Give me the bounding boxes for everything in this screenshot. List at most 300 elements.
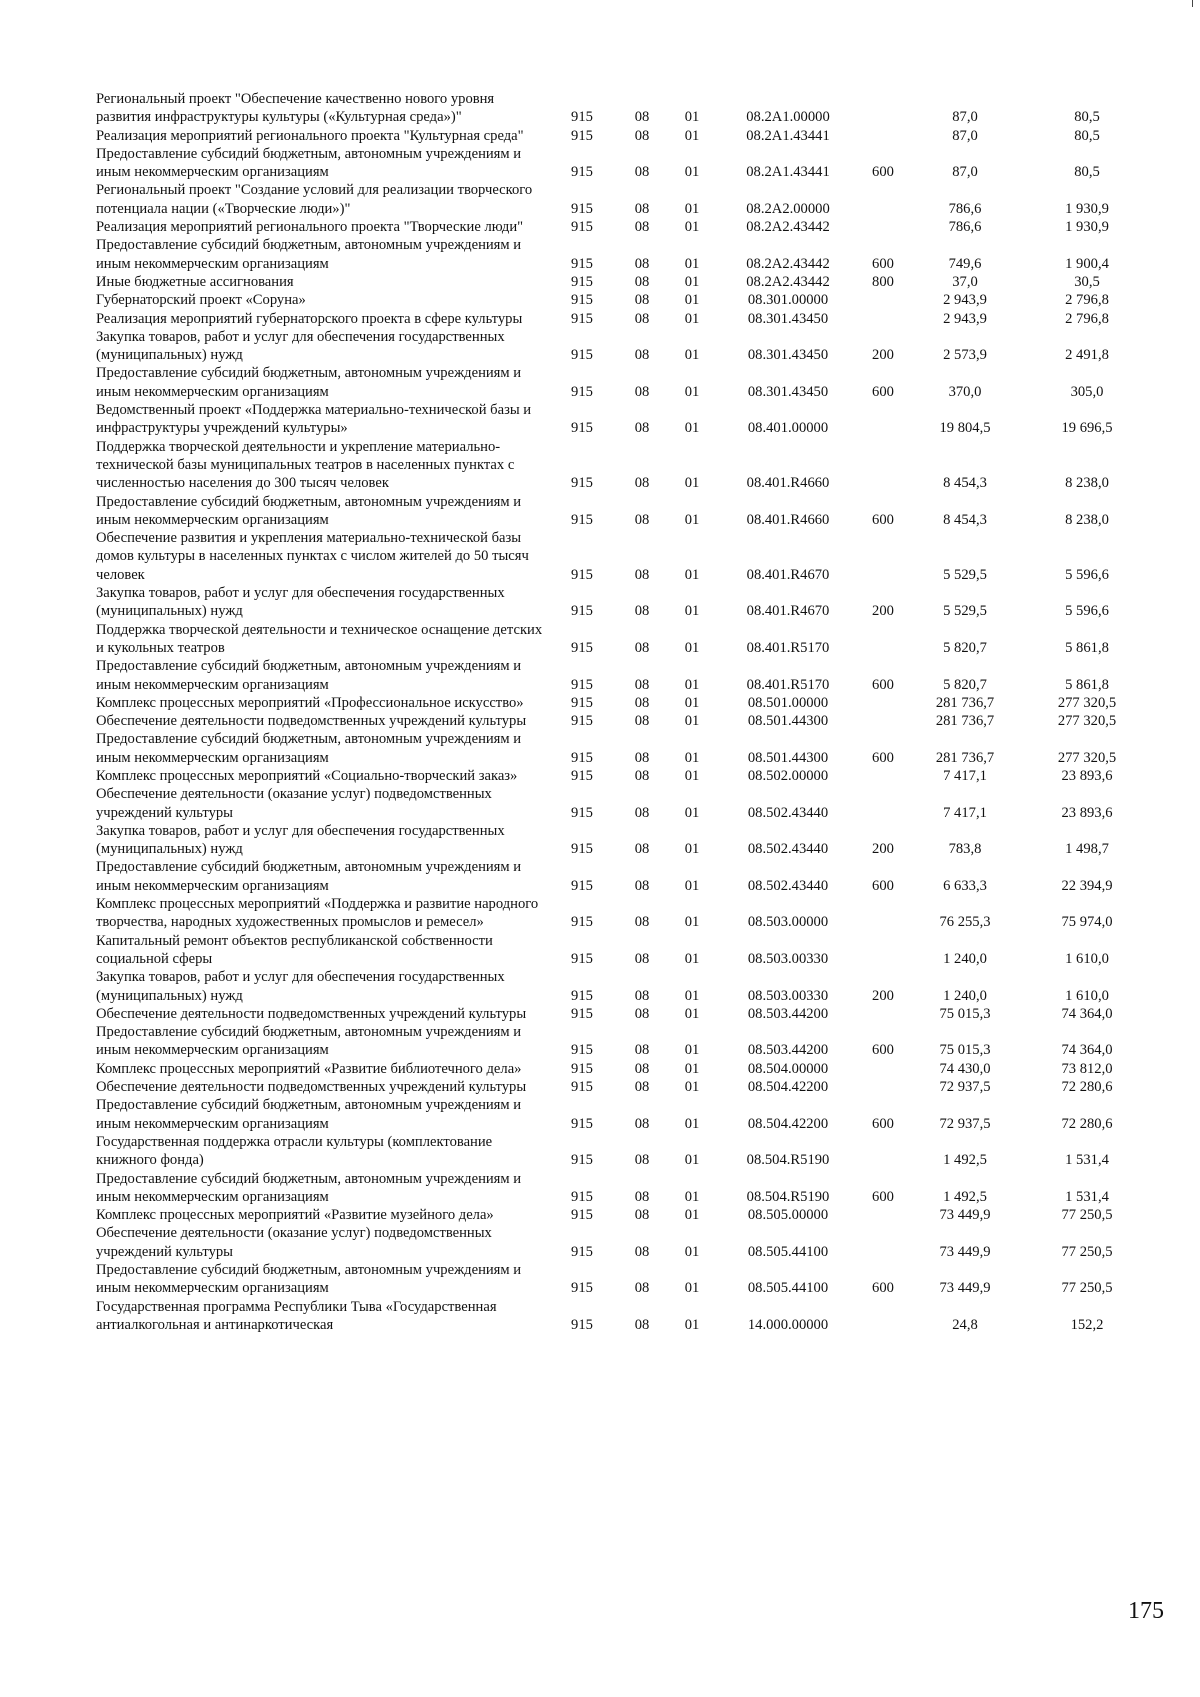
expense-type-code: 600 <box>872 1115 894 1132</box>
amount-year-2: 77 250,5 <box>1061 1207 1113 1224</box>
chief-administrator-code: 915 <box>571 987 593 1004</box>
subsection-code: 01 <box>684 200 700 217</box>
amount-year-2: 8 238,0 <box>1065 475 1109 492</box>
row-description: Комплекс процессных мероприятий «Развитие библиотечного дела» <box>96 1060 522 1077</box>
table-row <box>96 236 1148 273</box>
row-description: Обеспечение деятельности (оказание услуг) подведомственных учреждений культуры <box>96 1225 492 1260</box>
amount-year-2: 5 861,8 <box>1065 639 1109 656</box>
amount-year-1: 2 943,9 <box>943 310 987 327</box>
chief-administrator-code: 915 <box>571 639 593 656</box>
subsection-code: 01 <box>684 383 700 400</box>
section-code: 08 <box>634 1079 650 1096</box>
expense-type-code <box>862 90 904 127</box>
chief-administrator-code: 915 <box>571 1152 593 1169</box>
chief-administrator-code: 915 <box>571 713 593 730</box>
target-article-code: 08.301.43450 <box>747 310 829 327</box>
target-article-code: 08.502.43440 <box>747 804 829 821</box>
target-article-code: 08.503.00000 <box>747 914 829 931</box>
table-row <box>96 310 1148 328</box>
subsection-code: 01 <box>684 694 700 711</box>
target-article-code: 08.401.R4660 <box>746 511 830 528</box>
chief-administrator-code: 915 <box>571 566 593 583</box>
expense-type-code <box>862 401 904 438</box>
row-description: Предоставление субсидий бюджетным, автономным учреждениям и иным некоммерческим организациям <box>96 365 522 400</box>
row-description: Комплекс процессных мероприятий «Социально-творческий заказ» <box>96 767 518 784</box>
amount-year-1: 73 449,9 <box>939 1243 991 1260</box>
subsection-code: 01 <box>684 347 700 364</box>
subsection-code: 01 <box>684 749 700 766</box>
table-row <box>96 145 1148 182</box>
subsection-code: 01 <box>684 804 700 821</box>
row-description: Реализация мероприятий регионального проекта "Творческие люди" <box>96 219 524 236</box>
expense-type-code: 200 <box>872 603 894 620</box>
amount-year-1: 1 240,0 <box>943 987 987 1004</box>
chief-administrator-code: 915 <box>571 603 593 620</box>
amount-year-1: 1 240,0 <box>943 950 987 967</box>
chief-administrator-code: 915 <box>571 749 593 766</box>
expense-type-code <box>862 181 904 218</box>
expense-type-code <box>862 1060 904 1078</box>
amount-year-2: 305,0 <box>1070 383 1104 400</box>
row-description: Комплекс процессных мероприятий «Развитие музейного дела» <box>96 1207 494 1224</box>
chief-administrator-code: 915 <box>571 347 593 364</box>
amount-year-2: 277 320,5 <box>1057 713 1117 730</box>
amount-year-1: 72 937,5 <box>939 1079 991 1096</box>
table-row <box>96 1078 1148 1096</box>
section-code: 08 <box>634 1005 650 1022</box>
section-code: 08 <box>634 511 650 528</box>
amount-year-1: 74 430,0 <box>939 1060 991 1077</box>
subsection-code: 01 <box>684 713 700 730</box>
subsection-code: 01 <box>684 164 700 181</box>
section-code: 08 <box>634 1115 650 1132</box>
table-row <box>96 1005 1148 1023</box>
chief-administrator-code: 915 <box>571 109 593 126</box>
amount-year-1: 76 255,3 <box>939 914 991 931</box>
chief-administrator-code: 915 <box>571 1207 593 1224</box>
expense-type-code: 600 <box>872 1280 894 1297</box>
amount-year-2: 1 531,4 <box>1065 1152 1109 1169</box>
chief-administrator-code: 915 <box>571 1005 593 1022</box>
table-row <box>96 401 1148 438</box>
table-row <box>96 1170 1148 1207</box>
target-article-code: 08.301.00000 <box>747 292 829 309</box>
row-description: Реализация мероприятий губернаторского проекта в сфере культуры <box>96 310 523 327</box>
chief-administrator-code: 915 <box>571 1188 593 1205</box>
amount-year-1: 19 804,5 <box>939 420 991 437</box>
chief-administrator-code: 915 <box>571 1079 593 1096</box>
expense-type-code <box>862 694 904 712</box>
amount-year-1: 783,8 <box>948 841 982 858</box>
amount-year-2: 74 364,0 <box>1061 1005 1113 1022</box>
expense-type-code <box>862 291 904 309</box>
chief-administrator-code: 915 <box>571 310 593 327</box>
section-code: 08 <box>634 1060 650 1077</box>
table-row <box>96 493 1148 530</box>
subsection-code: 01 <box>684 914 700 931</box>
chief-administrator-code: 915 <box>571 1280 593 1297</box>
chief-administrator-code: 915 <box>571 511 593 528</box>
row-description: Обеспечение деятельности подведомственных учреждений культуры <box>96 1079 527 1096</box>
amount-year-1: 72 937,5 <box>939 1115 991 1132</box>
row-description: Региональный проект "Обеспечение качественно нового уровня развития инфраструктуры культуры («Культурная среда»)" <box>96 91 495 126</box>
expense-type-code <box>862 712 904 730</box>
section-code: 08 <box>634 219 650 236</box>
subsection-code: 01 <box>684 1243 700 1260</box>
subsection-code: 01 <box>684 1188 700 1205</box>
amount-year-2: 80,5 <box>1074 109 1100 126</box>
table-row <box>96 1206 1148 1224</box>
target-article-code: 08.505.00000 <box>747 1207 829 1224</box>
expense-type-code: 200 <box>872 987 894 1004</box>
target-article-code: 08.505.44100 <box>747 1280 829 1297</box>
subsection-code: 01 <box>684 841 700 858</box>
table-row <box>96 1224 1148 1261</box>
section-code: 08 <box>634 603 650 620</box>
target-article-code: 08.401.R4670 <box>746 603 830 620</box>
amount-year-2: 1 930,9 <box>1065 219 1109 236</box>
subsection-code: 01 <box>684 292 700 309</box>
amount-year-2: 23 893,6 <box>1061 767 1113 784</box>
section-code: 08 <box>634 200 650 217</box>
section-code: 08 <box>634 273 650 290</box>
amount-year-1: 281 736,7 <box>935 694 995 711</box>
subsection-code: 01 <box>684 987 700 1004</box>
subsection-code: 01 <box>684 1207 700 1224</box>
expense-type-code <box>862 1078 904 1096</box>
row-description: Государственная программа Республики Тыва «Государственная антиалкогольная и антинаркотическая <box>96 1298 497 1333</box>
amount-year-2: 5 861,8 <box>1065 676 1109 693</box>
chief-administrator-code: 915 <box>571 292 593 309</box>
target-article-code: 08.501.00000 <box>747 694 829 711</box>
row-description: Предоставление субсидий бюджетным, автономным учреждениям и иным некоммерческим организациям <box>96 859 522 894</box>
row-description: Предоставление субсидий бюджетным, автономным учреждениям и иным некоммерческим организациям <box>96 1170 522 1205</box>
section-code: 08 <box>634 383 650 400</box>
expense-type-code <box>862 785 904 822</box>
target-article-code: 08.501.44300 <box>747 749 829 766</box>
row-description: Капитальный ремонт объектов республиканской собственности социальной сферы <box>96 932 493 967</box>
target-article-code: 08.401.R5170 <box>746 639 830 656</box>
expense-type-code <box>862 1206 904 1224</box>
target-article-code: 08.301.43450 <box>747 383 829 400</box>
amount-year-2: 30,5 <box>1074 273 1100 290</box>
chief-administrator-code: 915 <box>571 219 593 236</box>
expense-type-code <box>862 1298 904 1335</box>
section-code: 08 <box>634 109 650 126</box>
amount-year-1: 749,6 <box>948 255 982 272</box>
chief-administrator-code: 915 <box>571 841 593 858</box>
amount-year-1: 2 573,9 <box>943 347 987 364</box>
amount-year-2: 23 893,6 <box>1061 804 1113 821</box>
amount-year-2: 277 320,5 <box>1057 694 1117 711</box>
chief-administrator-code: 915 <box>571 383 593 400</box>
row-description: Губернаторский проект «Соруна» <box>96 292 306 309</box>
target-article-code: 08.504.42200 <box>747 1079 829 1096</box>
target-article-code: 08.401.00000 <box>747 420 829 437</box>
row-description: Поддержка творческой деятельности и укрепление материально-технической базы муниципальных театров в населенных пунктах с численностью населения до 300 тысяч человек <box>96 438 515 492</box>
row-description: Обеспечение развития и укрепления материально-технической базы домов культуры в населенных пунктах с числом жителей до 50 тысяч человек <box>96 530 529 583</box>
amount-year-1: 5 820,7 <box>943 639 987 656</box>
amount-year-1: 7 417,1 <box>943 804 987 821</box>
chief-administrator-code: 915 <box>571 1243 593 1260</box>
amount-year-1: 786,6 <box>948 219 982 236</box>
table-row <box>96 291 1148 309</box>
target-article-code: 08.502.00000 <box>747 767 829 784</box>
subsection-code: 01 <box>684 676 700 693</box>
expense-type-code: 600 <box>872 1042 894 1059</box>
subsection-code: 01 <box>684 877 700 894</box>
target-article-code: 08.503.00330 <box>747 987 829 1004</box>
amount-year-2: 74 364,0 <box>1061 1042 1113 1059</box>
expense-type-code <box>862 310 904 328</box>
amount-year-2: 77 250,5 <box>1061 1280 1113 1297</box>
amount-year-1: 281 736,7 <box>935 749 995 766</box>
table-row <box>96 1060 1148 1078</box>
row-description: Региональный проект "Создание условий для реализации творческого потенциала нации («Творческие люди»)" <box>96 182 533 217</box>
subsection-code: 01 <box>684 273 700 290</box>
table-row <box>96 1261 1148 1298</box>
amount-year-2: 72 280,6 <box>1061 1079 1113 1096</box>
row-description: Комплекс процессных мероприятий «Поддержка и развитие народного творчества, народных художественных промыслов и ремесел» <box>96 896 539 931</box>
table-row <box>96 90 1148 127</box>
amount-year-2: 80,5 <box>1074 127 1100 144</box>
expense-type-code: 200 <box>872 841 894 858</box>
amount-year-2: 72 280,6 <box>1061 1115 1113 1132</box>
row-description: Предоставление субсидий бюджетным, автономным учреждениям и иным некоммерческим организациям <box>96 658 522 693</box>
expense-type-code <box>862 767 904 785</box>
target-article-code: 08.504.42200 <box>747 1115 829 1132</box>
section-code: 08 <box>634 1280 650 1297</box>
expense-type-code <box>862 529 904 584</box>
amount-year-2: 22 394,9 <box>1061 877 1113 894</box>
chief-administrator-code: 915 <box>571 676 593 693</box>
row-description: Предоставление субсидий бюджетным, автономным учреждениям и иным некоммерческим организациям <box>96 1262 522 1297</box>
amount-year-1: 5 529,5 <box>943 566 987 583</box>
row-description: Предоставление субсидий бюджетным, автономным учреждениям и иным некоммерческим организациям <box>96 1024 522 1059</box>
table-row <box>96 712 1148 730</box>
subsection-code: 01 <box>684 1152 700 1169</box>
target-article-code: 08.503.44200 <box>747 1042 829 1059</box>
amount-year-1: 24,8 <box>952 1316 978 1333</box>
amount-year-1: 75 015,3 <box>939 1042 991 1059</box>
section-code: 08 <box>634 804 650 821</box>
section-code: 08 <box>634 1316 650 1333</box>
amount-year-1: 370,0 <box>948 383 982 400</box>
table-row <box>96 438 1148 493</box>
subsection-code: 01 <box>684 310 700 327</box>
section-code: 08 <box>634 694 650 711</box>
amount-year-2: 1 531,4 <box>1065 1188 1109 1205</box>
row-description: Предоставление субсидий бюджетным, автономным учреждениям и иным некоммерческим организациям <box>96 731 522 766</box>
target-article-code: 08.502.43440 <box>747 877 829 894</box>
table-row <box>96 932 1148 969</box>
subsection-code: 01 <box>684 255 700 272</box>
target-article-code: 08.2A1.00000 <box>746 109 830 126</box>
section-code: 08 <box>634 255 650 272</box>
table-row <box>96 127 1148 145</box>
section-code: 08 <box>634 639 650 656</box>
page-edge-mark <box>1192 0 1193 7</box>
section-code: 08 <box>634 1042 650 1059</box>
expense-type-code: 600 <box>872 1188 894 1205</box>
target-article-code: 08.504.R5190 <box>746 1152 830 1169</box>
section-code: 08 <box>634 127 650 144</box>
expense-type-code: 200 <box>872 347 894 364</box>
row-description: Комплекс процессных мероприятий «Профессиональное искусство» <box>96 694 524 711</box>
section-code: 08 <box>634 676 650 693</box>
chief-administrator-code: 915 <box>571 273 593 290</box>
row-description: Обеспечение деятельности подведомственных учреждений культуры <box>96 1005 527 1022</box>
expense-type-code: 600 <box>872 877 894 894</box>
subsection-code: 01 <box>684 1115 700 1132</box>
table-row <box>96 785 1148 822</box>
budget-table-body <box>96 90 1148 1334</box>
subsection-code: 01 <box>684 767 700 784</box>
row-description: Обеспечение деятельности (оказание услуг) подведомственных учреждений культуры <box>96 786 492 821</box>
target-article-code: 08.2A2.00000 <box>746 200 830 217</box>
table-row <box>96 1096 1148 1133</box>
section-code: 08 <box>634 767 650 784</box>
section-code: 08 <box>634 1152 650 1169</box>
target-article-code: 08.2A2.43442 <box>746 273 830 290</box>
target-article-code: 08.401.R5170 <box>746 676 830 693</box>
section-code: 08 <box>634 1188 650 1205</box>
amount-year-2: 1 610,0 <box>1065 950 1109 967</box>
section-code: 08 <box>634 749 650 766</box>
target-article-code: 08.502.43440 <box>747 841 829 858</box>
target-article-code: 08.401.R4670 <box>746 566 830 583</box>
subsection-code: 01 <box>684 1060 700 1077</box>
chief-administrator-code: 915 <box>571 1042 593 1059</box>
row-description: Предоставление субсидий бюджетным, автономным учреждениям и иным некоммерческим организациям <box>96 1097 522 1132</box>
table-row <box>96 657 1148 694</box>
expense-type-code <box>862 127 904 145</box>
chief-administrator-code: 915 <box>571 127 593 144</box>
section-code: 08 <box>634 713 650 730</box>
row-description: Закупка товаров, работ и услуг для обеспечения государственных (муниципальных) нужд <box>96 969 505 1004</box>
row-description: Реализация мероприятий регионального проекта "Культурная среда" <box>96 127 524 144</box>
table-row <box>96 694 1148 712</box>
table-row <box>96 181 1148 218</box>
subsection-code: 01 <box>684 566 700 583</box>
row-description: Обеспечение деятельности подведомственных учреждений культуры <box>96 713 527 730</box>
expense-type-code: 600 <box>872 383 894 400</box>
section-code: 08 <box>634 914 650 931</box>
subsection-code: 01 <box>684 1316 700 1333</box>
subsection-code: 01 <box>684 1079 700 1096</box>
amount-year-1: 37,0 <box>952 273 978 290</box>
target-article-code: 08.503.44200 <box>747 1005 829 1022</box>
row-description: Предоставление субсидий бюджетным, автономным учреждениям и иным некоммерческим организациям <box>96 493 522 528</box>
chief-administrator-code: 915 <box>571 1316 593 1333</box>
table-row <box>96 822 1148 859</box>
amount-year-1: 8 454,3 <box>943 511 987 528</box>
budget-table <box>96 90 1148 1334</box>
subsection-code: 01 <box>684 950 700 967</box>
amount-year-2: 1 610,0 <box>1065 987 1109 1004</box>
amount-year-1: 7 417,1 <box>943 767 987 784</box>
subsection-code: 01 <box>684 639 700 656</box>
chief-administrator-code: 915 <box>571 804 593 821</box>
table-row <box>96 767 1148 785</box>
table-row <box>96 1133 1148 1170</box>
target-article-code: 08.301.43450 <box>747 347 829 364</box>
page-number: 175 <box>1128 1598 1164 1624</box>
amount-year-1: 1 492,5 <box>943 1152 987 1169</box>
amount-year-1: 73 449,9 <box>939 1280 991 1297</box>
target-article-code: 08.401.R4660 <box>746 475 830 492</box>
chief-administrator-code: 915 <box>571 877 593 894</box>
target-article-code: 08.504.R5190 <box>746 1188 830 1205</box>
subsection-code: 01 <box>684 475 700 492</box>
section-code: 08 <box>634 420 650 437</box>
expense-type-code: 600 <box>872 255 894 272</box>
row-description: Закупка товаров, работ и услуг для обеспечения государственных (муниципальных) нужд <box>96 585 505 620</box>
amount-year-2: 19 696,5 <box>1061 420 1113 437</box>
expense-type-code: 600 <box>872 749 894 766</box>
subsection-code: 01 <box>684 1280 700 1297</box>
amount-year-2: 8 238,0 <box>1065 511 1109 528</box>
section-code: 08 <box>634 987 650 1004</box>
target-article-code: 08.2A2.43442 <box>746 219 830 236</box>
row-description: Предоставление субсидий бюджетным, автономным учреждениям и иным некоммерческим организациям <box>96 145 522 181</box>
amount-year-1: 87,0 <box>952 109 978 126</box>
subsection-code: 01 <box>684 511 700 528</box>
amount-year-1: 5 820,7 <box>943 676 987 693</box>
chief-administrator-code: 915 <box>571 767 593 784</box>
subsection-code: 01 <box>684 127 700 144</box>
row-description: Предоставление субсидий бюджетным, автономным учреждениям и иным некоммерческим организациям <box>96 237 522 272</box>
amount-year-1: 87,0 <box>952 127 978 144</box>
subsection-code: 01 <box>684 420 700 437</box>
subsection-code: 01 <box>684 109 700 126</box>
chief-administrator-code: 915 <box>571 420 593 437</box>
expense-type-code <box>862 1133 904 1170</box>
section-code: 08 <box>634 1207 650 1224</box>
expense-type-code <box>862 932 904 969</box>
table-row <box>96 584 1148 621</box>
section-code: 08 <box>634 841 650 858</box>
target-article-code: 08.505.44100 <box>747 1243 829 1260</box>
subsection-code: 01 <box>684 603 700 620</box>
chief-administrator-code: 915 <box>571 694 593 711</box>
table-row <box>96 621 1148 658</box>
table-row <box>96 730 1148 767</box>
chief-administrator-code: 915 <box>571 1060 593 1077</box>
amount-year-2: 77 250,5 <box>1061 1243 1113 1260</box>
amount-year-1: 1 492,5 <box>943 1188 987 1205</box>
expense-type-code <box>862 438 904 493</box>
target-article-code: 08.501.44300 <box>747 713 829 730</box>
amount-year-2: 2 796,8 <box>1065 310 1109 327</box>
amount-year-1: 6 633,3 <box>943 877 987 894</box>
section-code: 08 <box>634 950 650 967</box>
chief-administrator-code: 915 <box>571 200 593 217</box>
target-article-code: 08.503.00330 <box>747 950 829 967</box>
amount-year-1: 8 454,3 <box>943 475 987 492</box>
expense-type-code <box>862 621 904 658</box>
table-row <box>96 1298 1148 1335</box>
chief-administrator-code: 915 <box>571 164 593 181</box>
amount-year-1: 5 529,5 <box>943 603 987 620</box>
amount-year-1: 281 736,7 <box>935 713 995 730</box>
chief-administrator-code: 915 <box>571 255 593 272</box>
amount-year-1: 786,6 <box>948 200 982 217</box>
amount-year-2: 2 796,8 <box>1065 292 1109 309</box>
table-row <box>96 328 1148 365</box>
amount-year-1: 87,0 <box>952 164 978 181</box>
amount-year-2: 2 491,8 <box>1065 347 1109 364</box>
